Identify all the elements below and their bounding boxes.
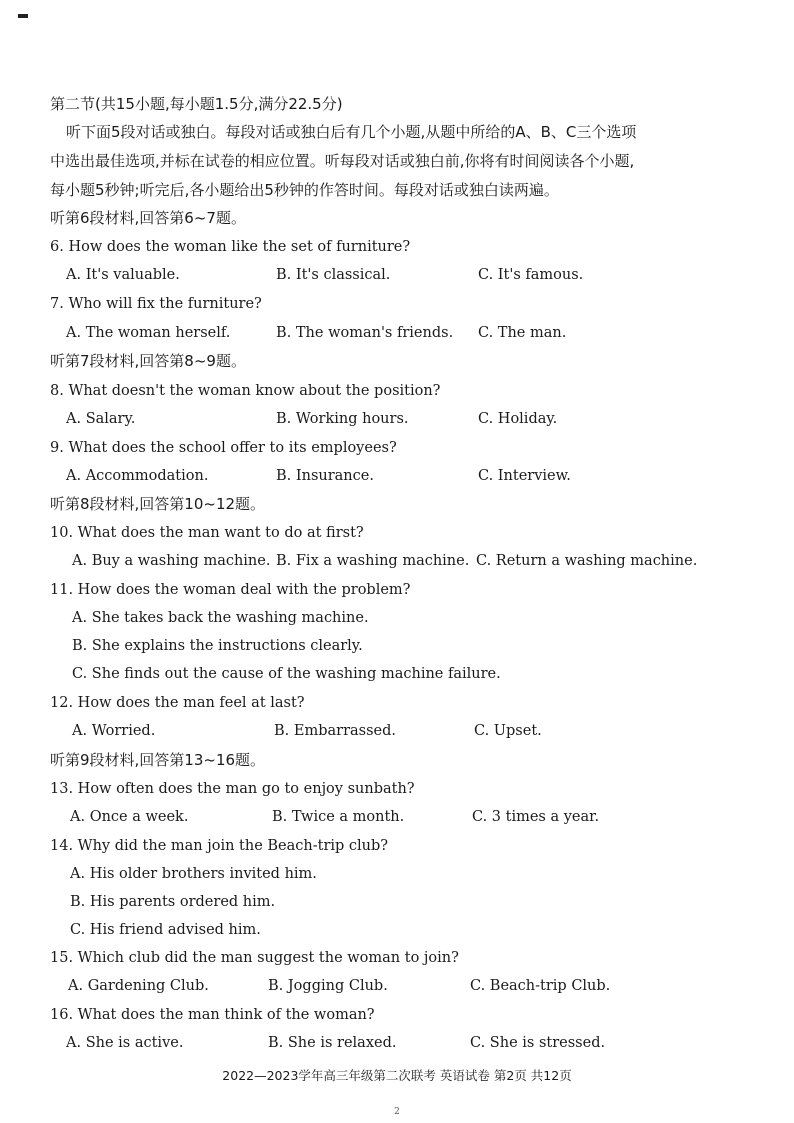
q11-option-c: C. She finds out the cause of the washing machine failure. [72, 666, 501, 682]
q7-option-a: A. The woman herself. [66, 325, 231, 341]
section-title: 第二节(共15小题,每小题1.5分,满分22.5分) [50, 95, 343, 113]
q10-option-b: B. Fix a washing machine. [276, 553, 470, 569]
group-header-6: 听第6段材料,回答第6~7题。 [50, 209, 246, 227]
q11-option-b: B. She explains the instructions clearly. [72, 638, 363, 654]
q14-option-c: C. His friend advised him. [70, 922, 261, 938]
question-15: 15. Which club did the man suggest the woman to join? [50, 950, 459, 966]
page-number: 2 [394, 1107, 400, 1117]
question-10: 10. What does the man want to do at first? [50, 525, 364, 541]
group-header-8: 听第8段材料,回答第10~12题。 [50, 495, 266, 513]
question-12: 12. How does the man feel at last? [50, 695, 305, 711]
instruction-line-3: 每小题5秒钟;听完后,各小题给出5秒钟的作答时间。每段对话或独白读两遍。 [50, 181, 559, 199]
q15-option-b: B. Jogging Club. [268, 978, 388, 994]
question-14: 14. Why did the man join the Beach-trip club? [50, 838, 389, 854]
question-7: 7. Who will fix the furniture? [50, 296, 262, 312]
q6-option-a: A. It's valuable. [66, 267, 180, 283]
q6-option-b: B. It's classical. [276, 267, 391, 283]
q13-option-a: A. Once a week. [70, 809, 189, 825]
instruction-line-2: 中选出最佳选项,并标在试卷的相应位置。听每段对话或独白前,你将有时间阅读各个小题, [50, 152, 635, 170]
q16-option-b: B. She is relaxed. [268, 1035, 397, 1051]
group-header-9: 听第9段材料,回答第13~16题。 [50, 751, 266, 769]
question-9: 9. What does the school offer to its employees? [50, 440, 397, 456]
q16-option-a: A. She is active. [66, 1035, 184, 1051]
question-11: 11. How does the woman deal with the problem? [50, 582, 411, 598]
question-16: 16. What does the man think of the woman? [50, 1007, 375, 1023]
q12-option-a: A. Worried. [72, 723, 156, 739]
q10-option-c: C. Return a washing machine. [476, 553, 698, 569]
q12-option-b: B. Embarrassed. [274, 723, 396, 739]
instruction-line-1: 听下面5段对话或独白。每段对话或独白后有几个小题,从题中所给的A、B、C三个选项 [66, 123, 637, 141]
q9-option-c: C. Interview. [478, 468, 571, 484]
question-8: 8. What doesn't the woman know about the position? [50, 383, 441, 399]
q8-option-a: A. Salary. [66, 411, 136, 427]
group-header-7: 听第7段材料,回答第8~9题。 [50, 352, 246, 370]
page-footer: 2022—2023学年高三年级第二次联考 英语试卷 第2页 共12页 [222, 1068, 572, 1083]
q13-option-c: C. 3 times a year. [472, 809, 600, 825]
q14-option-b: B. His parents ordered him. [70, 894, 276, 910]
q12-option-c: C. Upset. [474, 723, 542, 739]
q9-option-a: A. Accommodation. [66, 468, 209, 484]
question-13: 13. How often does the man go to enjoy sunbath? [50, 781, 415, 797]
q8-option-b: B. Working hours. [276, 411, 409, 427]
q14-option-a: A. His older brothers invited him. [70, 866, 317, 882]
q15-option-c: C. Beach-trip Club. [470, 978, 611, 994]
q13-option-b: B. Twice a month. [272, 809, 405, 825]
q9-option-b: B. Insurance. [276, 468, 374, 484]
q8-option-c: C. Holiday. [478, 411, 558, 427]
q10-option-a: A. Buy a washing machine. [72, 553, 271, 569]
question-6: 6. How does the woman like the set of furniture? [50, 239, 411, 255]
q7-option-b: B. The woman's friends. [276, 325, 454, 341]
q7-option-c: C. The man. [478, 325, 567, 341]
q6-option-c: C. It's famous. [478, 267, 584, 283]
corner-mark [18, 14, 28, 18]
q11-option-a: A. She takes back the washing machine. [72, 610, 369, 626]
q15-option-a: A. Gardening Club. [68, 978, 209, 994]
q16-option-c: C. She is stressed. [470, 1035, 606, 1051]
